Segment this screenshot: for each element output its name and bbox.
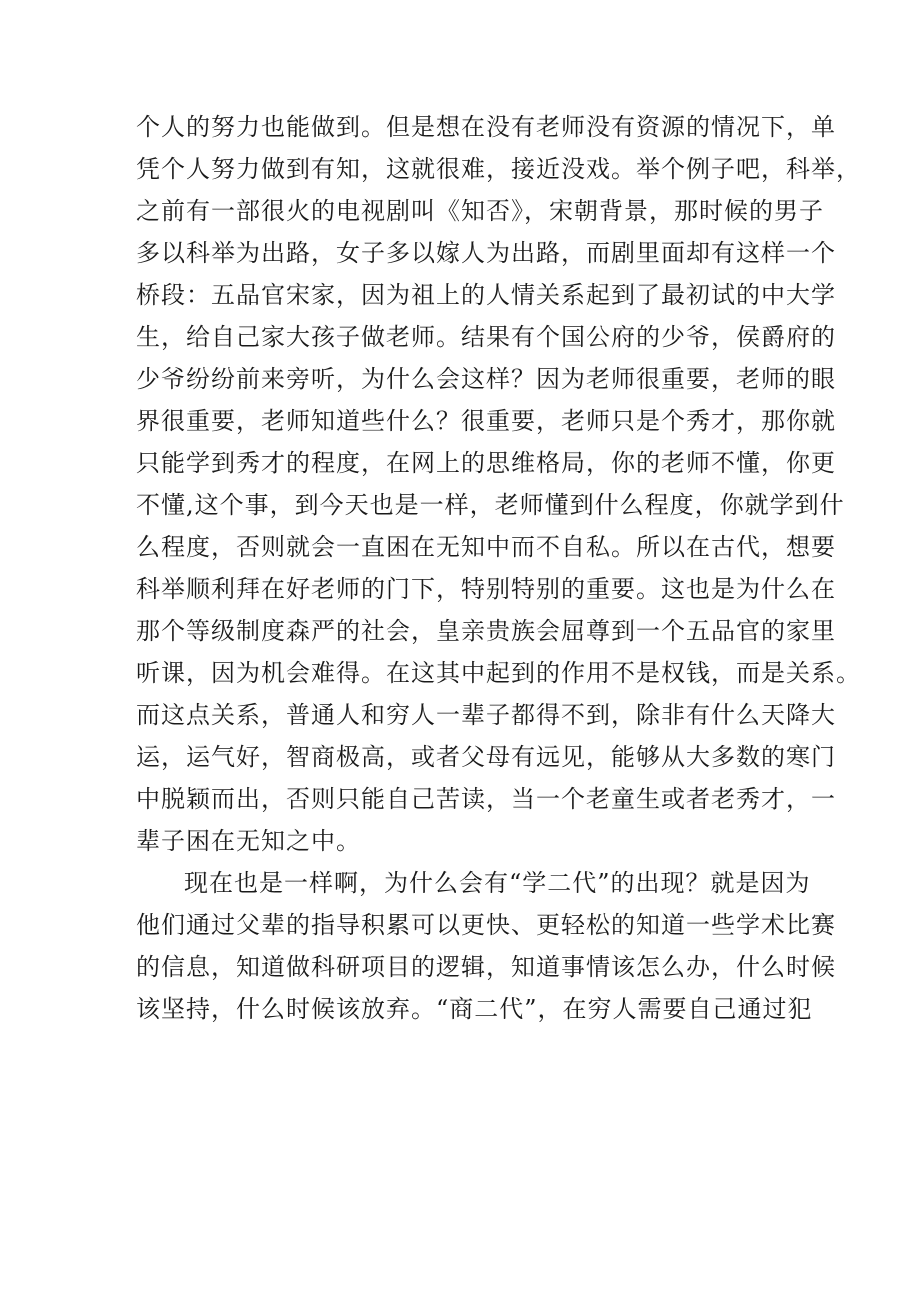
text-line: 多以科举为出路，女子多以嫁人为出路，而剧里面却有这样一个	[136, 239, 836, 267]
text-line: 运，运气好，智商极高，或者父母有远见，能够从大多数的寒门	[136, 743, 836, 771]
text-line: 个人的努力也能做到。但是想在没有老师没有资源的情况下，单	[136, 113, 836, 141]
text-line: 么程度，否则就会一直困在无知中而不自私。所以在古代，想要	[136, 533, 836, 561]
text-line: 不懂,这个事，到今天也是一样，老师懂到什么程度，你就学到什	[136, 491, 845, 519]
text-line: 而这点关系，普通人和穷人一辈子都得不到，除非有什么天降大	[136, 701, 836, 729]
text-line: 科举顺利拜在好老师的门下，特别特别的重要。这也是为什么在	[136, 575, 836, 603]
text-line: 那个等级制度森严的社会，皇亲贵族会屈尊到一个五品官的家里	[136, 617, 836, 645]
text-line: 少爷纷纷前来旁听，为什么会这样？因为老师很重要，老师的眼	[136, 365, 836, 393]
text-line: 他们通过父辈的指导积累可以更快、更轻松的知道一些学术比赛	[136, 911, 836, 939]
paragraph-start-line: 现在也是一样啊，为什么会有“学二代”的出现？就是因为	[184, 869, 811, 897]
text-line: 该坚持，什么时候该放弃。“商二代”，在穷人需要自己通过犯	[136, 995, 813, 1023]
text-line: 桥段：五品官宋家，因为祖上的人情关系起到了最初试的中大学	[136, 281, 836, 309]
text-line: 中脱颖而出，否则只能自己苦读，当一个老童生或者老秀才，一	[136, 785, 836, 813]
text-line: 只能学到秀才的程度，在网上的思维格局，你的老师不懂，你更	[136, 449, 836, 477]
text-line: 的信息，知道做科研项目的逻辑，知道事情该怎么办，什么时候	[136, 953, 836, 981]
text-line: 辈子困在无知之中。	[136, 827, 361, 855]
body-text	[136, 106, 861, 1030]
text-line: 听课，因为机会难得。在这其中起到的作用不是权钱，而是关系。	[136, 659, 861, 687]
text-line: 之前有一部很火的电视剧叫《知否》，宋朝背景，那时候的男子	[136, 197, 824, 225]
text-line: 生，给自己家大孩子做老师。结果有个国公府的少爷，侯爵府的	[136, 323, 836, 351]
text-line: 界很重要，老师知道些什么？很重要，老师只是个秀才，那你就	[136, 407, 836, 435]
text-line: 凭个人努力做到有知，这就很难，接近没戏。举个例子吧，科举，	[136, 155, 861, 183]
